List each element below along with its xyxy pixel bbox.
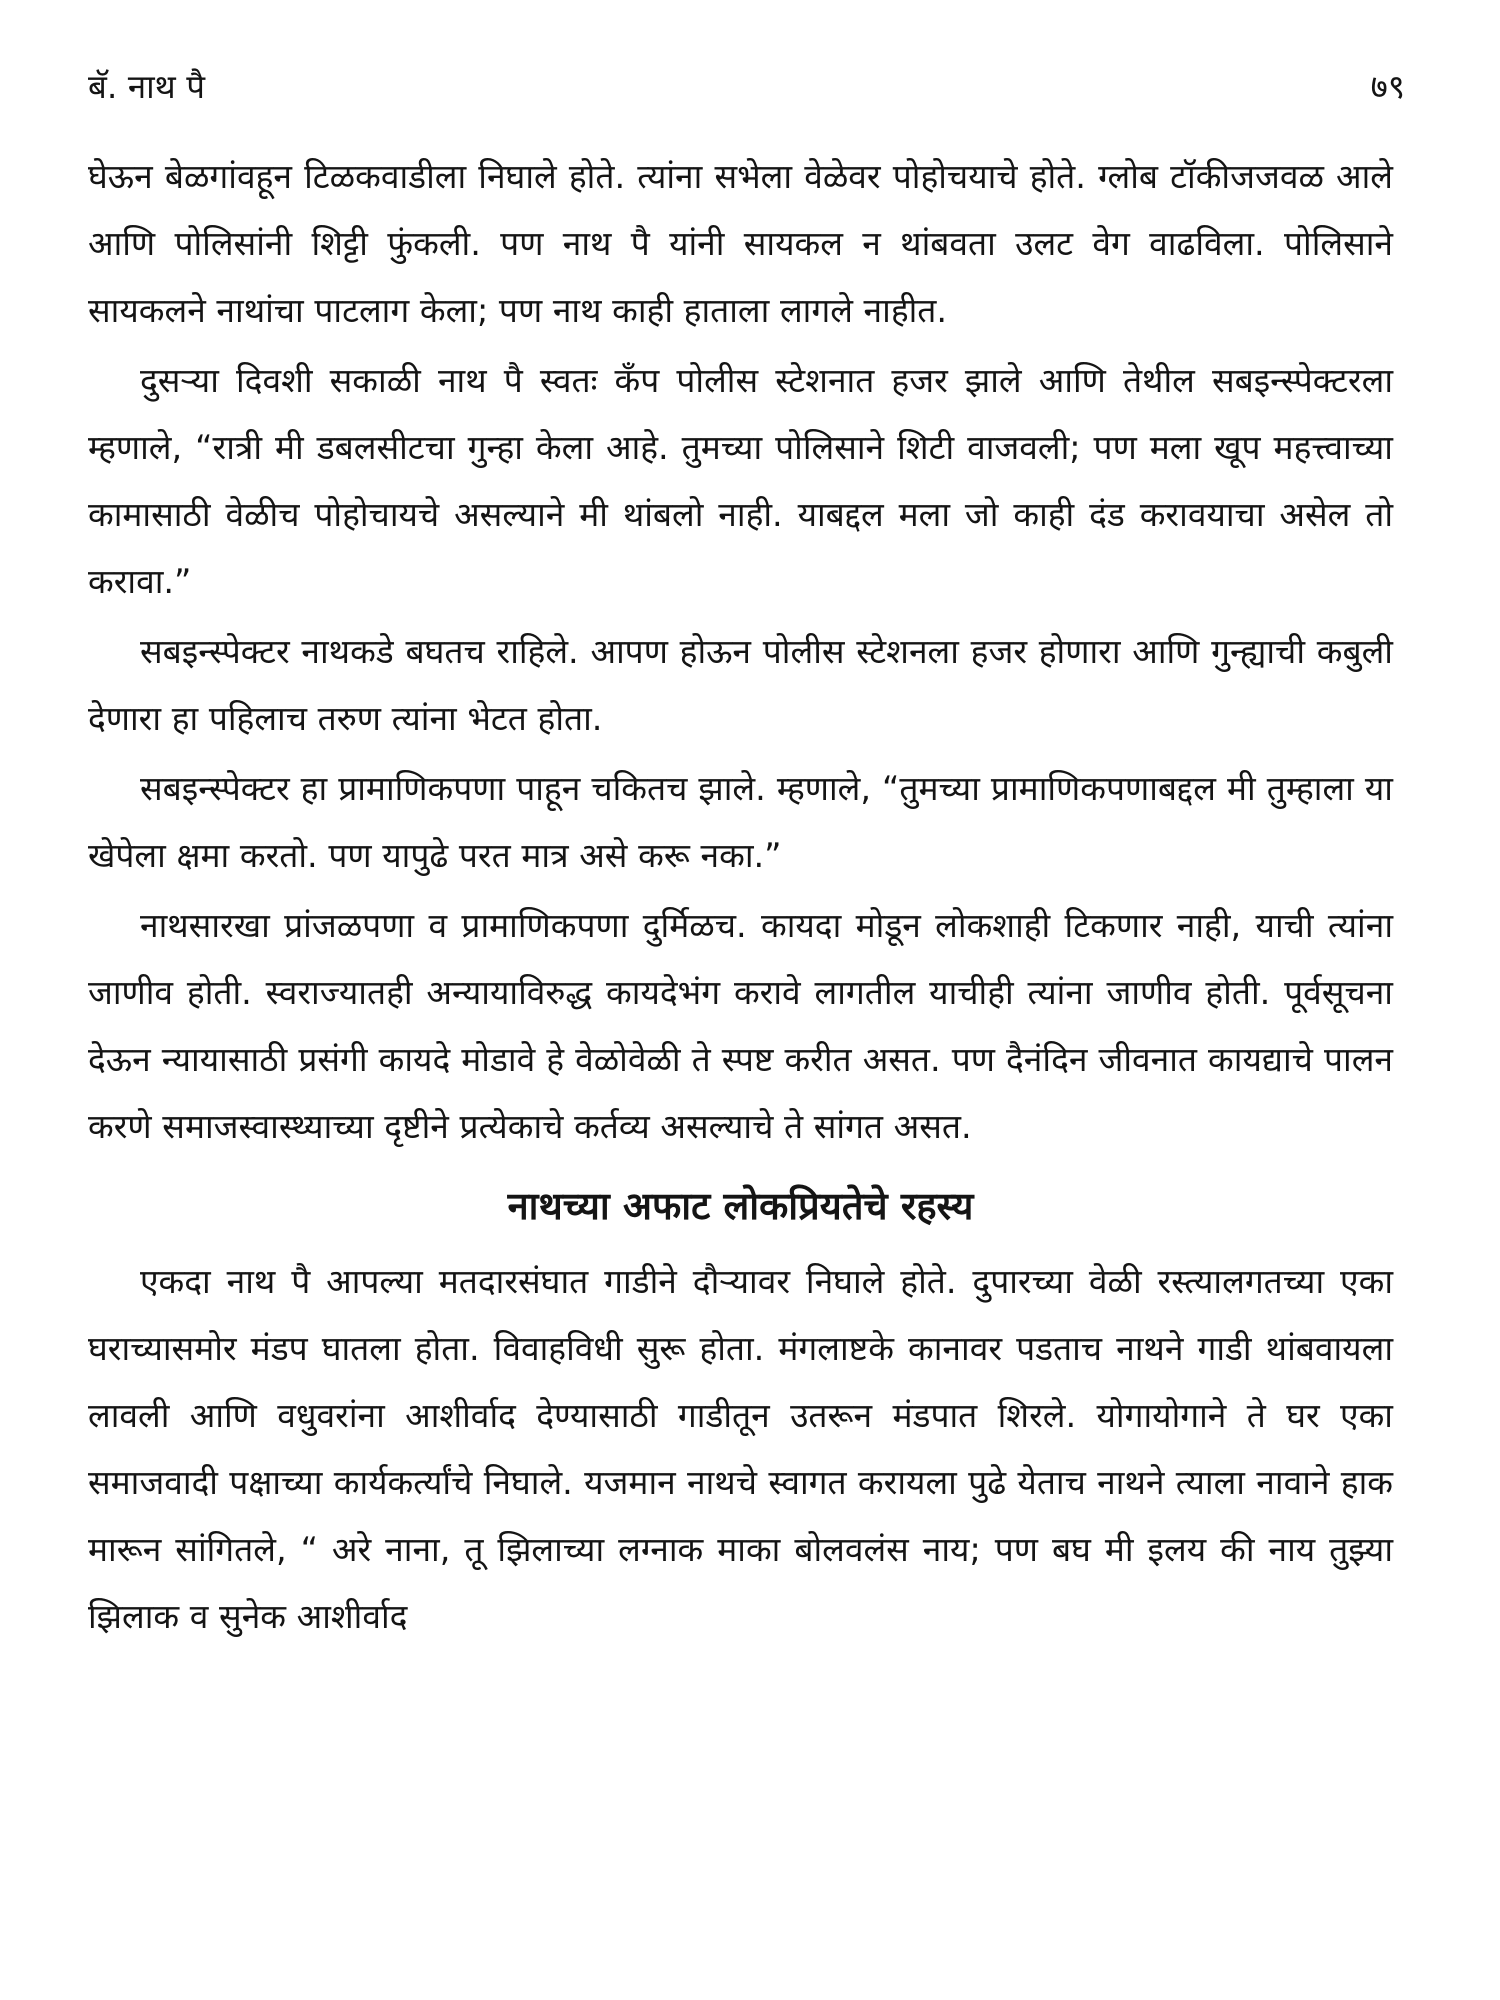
paragraph-continued: घेऊन बेळगांवहून टिळकवाडीला निघाले होते. त्यांना सभेला वेळेवर पोहोचयाचे होते. ग्लोब टॉकीजजवळ आले आणि पोलिसांनी शिट्टी फुंकली. पण नाथ पै यांनी सायकल न थांबवता उलट वेग वाढविला. पोलिसाने सायकलने नाथांचा पाटलाग केला; पण नाथ काही हाताला लागले नाहीत.	[88, 157, 1393, 330]
paragraph-wedding-story: एकदा नाथ पै आपल्या मतदारसंघात गाडीने दौऱ्यावर निघाले होते. दुपारच्या वेळी रस्त्यालगतच्या एका घराच्यासमोर मंडप घातला होता. विवाहविधी सुरू होता. मंगलाष्टके कानावर पडताच नाथने गाडी थांबवायला लावली आणि वधुवरांना आशीर्वाद देण्यासाठी गाडीतून उतरून मंडपात शिरले. योगायोगाने ते घर एका समाजवादी पक्षाच्या कार्यकर्त्यांचे निघाले. यजमान नाथचे स्वागत करायला पुढे येताच नाथने त्याला नावाने हाक मारून सांगितले, “ अरे नाना, तू झिलाच्या लग्नाक माका बोलवलंस नाय; पण बघ मी इलय की नाय तुझ्या झिलाक व सुनेक आशीर्वाद	[88, 1262, 1393, 1636]
section-heading: नाथच्या अफाट लोकप्रियतेचे रहस्य	[507, 1184, 974, 1228]
paragraph-police-station: दुसऱ्या दिवशी सकाळी नाथ पै स्वतः कँप पोलीस स्टेशनात हजर झाले आणि तेथील सबइन्स्पेक्टरला म्हणाले, “रात्री मी डबलसीटचा गुन्हा केला आहे. तुमच्या पोलिसाने शिटी वाजवली; पण मला खूप महत्त्वाच्या कामासाठी वेळीच पोहोचायचे असल्याने मी थांबलो नाही. याबद्दल मला जो काही दंड करावयाचा असेल तो करावा.”	[88, 361, 1393, 601]
paragraph-honesty: नाथसारखा प्रांजळपणा व प्रामाणिकपणा दुर्मिळच. कायदा मोडून लोकशाही टिकणार नाही, याची त्यांना जाणीव होती. स्वराज्यातही अन्यायाविरुद्ध कायदेभंग करावे लागतील याचीही त्यांना जाणीव होती. पूर्वसूचना देऊन न्यायासाठी प्रसंगी कायदे मोडावे हे वेळोवेळी ते स्पष्ट करीत असत. पण दैनंदिन जीवनात कायद्याचे पालन करणे समाजस्वास्थ्याच्या दृष्टीने प्रत्येकाचे कर्तव्य असल्याचे ते सांगत असत.	[88, 906, 1393, 1146]
page-number: ७९	[1370, 67, 1405, 106]
paragraph-forgiveness: सबइन्स्पेक्टर हा प्रामाणिकपणा पाहून चकितच झाले. म्हणाले, “तुमच्या प्रामाणिकपणाबद्दल मी तुम्हाला या खेपेला क्षमा करतो. पण यापुढे परत मात्र असे करू नका.”	[88, 769, 1393, 875]
running-head-author: बॅ. नाथ पै	[88, 67, 206, 106]
body-text	[88, 143, 1393, 1650]
paragraph-subinspector-surprised: सबइन्स्पेक्टर नाथकडे बघतच राहिले. आपण होऊन पोलीस स्टेशनला हजर होणारा आणि गुन्ह्याची कबुली देणारा हा पहिलाच तरुण त्यांना भेटत होता.	[88, 632, 1393, 738]
running-head	[88, 62, 1405, 112]
